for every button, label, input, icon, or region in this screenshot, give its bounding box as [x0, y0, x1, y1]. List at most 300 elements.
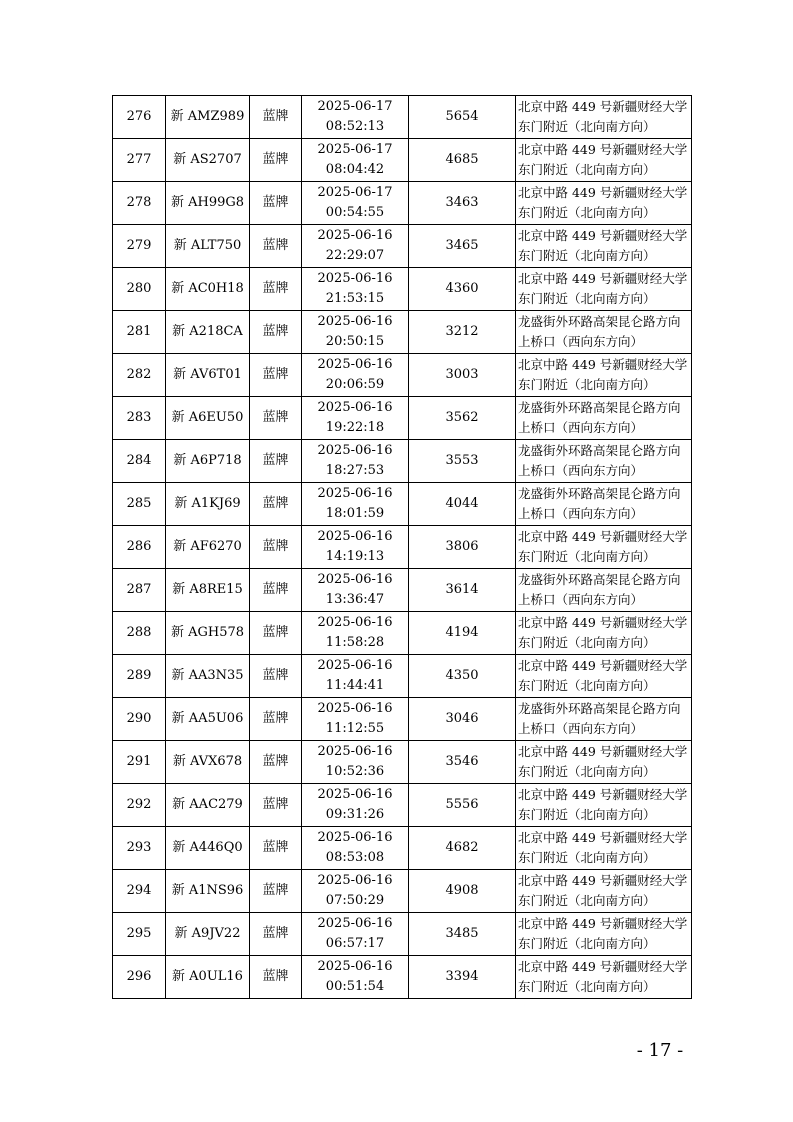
plate-number-cell — [166, 483, 250, 526]
plate-number-cell — [166, 440, 250, 483]
code-cell — [409, 225, 516, 268]
datetime-cell-line: 18:27:53 — [325, 463, 385, 478]
location-cell-line: 东门附近（北向南方向） — [518, 979, 656, 994]
plate-color-cell — [250, 96, 302, 139]
plate-number-cell — [166, 956, 250, 999]
plate-color-cell-line: 蓝牌 — [262, 625, 289, 640]
code-cell — [409, 96, 516, 139]
row-number-cell — [113, 827, 166, 870]
plate-number-cell-line: 新 AH99G8 — [170, 195, 245, 210]
code-cell-line: 5654 — [445, 109, 479, 124]
plate-color-cell-line: 蓝牌 — [262, 367, 289, 382]
datetime-cell-line: 11:44:41 — [325, 678, 385, 693]
datetime-cell-line: 13:36:47 — [325, 592, 385, 607]
row-number-cell-line: 284 — [126, 453, 152, 468]
plate-color-cell — [250, 311, 302, 354]
row-number-cell-line: 280 — [126, 281, 152, 296]
location-cell-line: 北京中路 449 号新疆财经大学 — [518, 228, 688, 243]
location-cell-line: 上桥口（西向东方向） — [518, 334, 644, 349]
code-cell — [409, 698, 516, 741]
plate-color-cell — [250, 612, 302, 655]
plate-color-cell — [250, 182, 302, 225]
location-cell-line: 北京中路 449 号新疆财经大学 — [518, 357, 688, 372]
datetime-cell — [302, 913, 409, 956]
datetime-cell — [302, 612, 409, 655]
datetime-cell-line: 07:50:29 — [325, 893, 385, 908]
code-cell — [409, 827, 516, 870]
location-cell-line: 东门附近（北向南方向） — [518, 162, 656, 177]
code-cell — [409, 182, 516, 225]
datetime-cell-line: 2025-06-17 — [317, 185, 393, 200]
plate-number-cell-line: 新 A6P718 — [173, 453, 242, 468]
location-cell-line: 北京中路 449 号新疆财经大学 — [518, 529, 688, 544]
code-cell-line: 4350 — [445, 668, 479, 683]
code-cell-line: 3562 — [445, 410, 479, 425]
plate-number-cell — [166, 612, 250, 655]
row-number-cell — [113, 698, 166, 741]
location-cell-line: 北京中路 449 号新疆财经大学 — [518, 873, 688, 888]
location-cell — [516, 655, 692, 698]
code-cell-line: 4194 — [445, 625, 479, 640]
location-cell-line: 东门附近（北向南方向） — [518, 850, 656, 865]
datetime-cell-line: 19:22:18 — [325, 420, 385, 435]
datetime-cell-line: 2025-06-16 — [317, 357, 393, 372]
location-cell-line: 东门附近（北向南方向） — [518, 291, 656, 306]
code-cell-line: 3553 — [445, 453, 479, 468]
row-number-cell-line: 288 — [126, 625, 152, 640]
datetime-cell-line: 14:19:13 — [325, 549, 385, 564]
code-cell-line: 3003 — [445, 367, 479, 382]
location-cell-line: 北京中路 449 号新疆财经大学 — [518, 830, 688, 845]
plate-number-cell — [166, 698, 250, 741]
location-cell — [516, 784, 692, 827]
datetime-cell-line: 2025-06-16 — [317, 615, 393, 630]
plate-number-cell — [166, 354, 250, 397]
location-cell-line: 北京中路 449 号新疆财经大学 — [518, 916, 688, 931]
datetime-cell-line: 08:04:42 — [325, 162, 385, 177]
plate-number-cell — [166, 526, 250, 569]
datetime-cell — [302, 483, 409, 526]
plate-color-cell — [250, 526, 302, 569]
row-number-cell-line: 290 — [126, 711, 152, 726]
row-number-cell-line: 285 — [126, 496, 152, 511]
plate-color-cell-line: 蓝牌 — [262, 711, 289, 726]
datetime-cell-line: 20:50:15 — [325, 334, 385, 349]
datetime-cell-line: 09:31:26 — [325, 807, 385, 822]
location-cell-line: 东门附近（北向南方向） — [518, 764, 656, 779]
table-row — [113, 569, 692, 612]
datetime-cell-line: 2025-06-16 — [317, 658, 393, 673]
code-cell-line: 3614 — [445, 582, 479, 597]
row-number-cell — [113, 870, 166, 913]
code-cell — [409, 268, 516, 311]
row-number-cell-line: 277 — [126, 152, 152, 167]
row-number-cell-line: 293 — [126, 840, 152, 855]
location-cell — [516, 956, 692, 999]
location-cell — [516, 827, 692, 870]
code-cell-line: 3463 — [445, 195, 479, 210]
plate-number-cell-line: 新 A446Q0 — [172, 840, 243, 855]
table-row — [113, 139, 692, 182]
row-number-cell-line: 289 — [126, 668, 152, 683]
row-number-cell — [113, 96, 166, 139]
table-row — [113, 612, 692, 655]
location-cell-line: 龙盛街外环路高架昆仑路方向 — [518, 443, 681, 458]
table-row — [113, 225, 692, 268]
plate-color-cell — [250, 569, 302, 612]
location-cell-line: 北京中路 449 号新疆财经大学 — [518, 615, 688, 630]
plate-color-cell-line: 蓝牌 — [262, 668, 289, 683]
code-cell-line: 3394 — [445, 969, 479, 984]
plate-color-cell — [250, 913, 302, 956]
row-number-cell-line: 276 — [126, 109, 152, 124]
row-number-cell-line: 296 — [126, 969, 152, 984]
code-cell-line: 3212 — [445, 324, 479, 339]
plate-color-cell — [250, 655, 302, 698]
location-cell-line: 北京中路 449 号新疆财经大学 — [518, 744, 688, 759]
row-number-cell — [113, 268, 166, 311]
row-number-cell — [113, 483, 166, 526]
plate-number-cell — [166, 827, 250, 870]
datetime-cell-line: 2025-06-16 — [317, 787, 393, 802]
datetime-cell-line: 2025-06-16 — [317, 701, 393, 716]
datetime-cell — [302, 827, 409, 870]
plate-color-cell-line: 蓝牌 — [262, 453, 289, 468]
table-row — [113, 440, 692, 483]
location-cell — [516, 139, 692, 182]
code-cell — [409, 311, 516, 354]
plate-color-cell — [250, 483, 302, 526]
datetime-cell-line: 2025-06-16 — [317, 529, 393, 544]
row-number-cell — [113, 612, 166, 655]
row-number-cell-line: 281 — [126, 324, 152, 339]
plate-number-cell-line: 新 AF6270 — [173, 539, 242, 554]
table-row — [113, 526, 692, 569]
plate-number-cell-line: 新 A0UL16 — [172, 969, 243, 984]
location-cell-line: 北京中路 449 号新疆财经大学 — [518, 142, 688, 157]
plate-color-cell — [250, 784, 302, 827]
row-number-cell-line: 283 — [126, 410, 152, 425]
plate-color-cell-line: 蓝牌 — [262, 410, 289, 425]
location-cell — [516, 569, 692, 612]
location-cell-line: 东门附近（北向南方向） — [518, 549, 656, 564]
code-cell — [409, 483, 516, 526]
row-number-cell — [113, 741, 166, 784]
location-cell-line: 北京中路 449 号新疆财经大学 — [518, 271, 688, 286]
code-cell — [409, 569, 516, 612]
code-cell-line: 3485 — [445, 926, 479, 941]
table-row — [113, 827, 692, 870]
code-cell-line: 3806 — [445, 539, 479, 554]
plate-number-cell — [166, 870, 250, 913]
plate-color-cell — [250, 397, 302, 440]
location-cell — [516, 354, 692, 397]
table-row — [113, 698, 692, 741]
datetime-cell-line: 08:53:08 — [325, 850, 385, 865]
location-cell-line: 东门附近（北向南方向） — [518, 119, 656, 134]
plate-color-cell — [250, 268, 302, 311]
table-body — [113, 96, 692, 999]
row-number-cell — [113, 225, 166, 268]
plate-number-cell-line: 新 A9JV22 — [174, 926, 241, 941]
table-row — [113, 956, 692, 999]
table-row — [113, 96, 692, 139]
code-cell — [409, 784, 516, 827]
table-row — [113, 182, 692, 225]
datetime-cell-line: 2025-06-16 — [317, 959, 393, 974]
location-cell — [516, 741, 692, 784]
records-table-container — [112, 95, 691, 999]
location-cell — [516, 913, 692, 956]
table-row — [113, 741, 692, 784]
datetime-cell — [302, 698, 409, 741]
row-number-cell — [113, 397, 166, 440]
plate-color-cell-line: 蓝牌 — [262, 754, 289, 769]
table-row — [113, 397, 692, 440]
plate-number-cell — [166, 268, 250, 311]
code-cell-line: 4685 — [445, 152, 479, 167]
location-cell — [516, 397, 692, 440]
plate-color-cell-line: 蓝牌 — [262, 969, 289, 984]
code-cell — [409, 655, 516, 698]
code-cell-line: 3546 — [445, 754, 479, 769]
plate-number-cell-line: 新 AA5U06 — [171, 711, 244, 726]
plate-color-cell — [250, 827, 302, 870]
datetime-cell-line: 11:12:55 — [325, 721, 385, 736]
location-cell-line: 东门附近（北向南方向） — [518, 936, 656, 951]
plate-color-cell-line: 蓝牌 — [262, 152, 289, 167]
location-cell-line: 龙盛街外环路高架昆仑路方向 — [518, 572, 681, 587]
code-cell — [409, 956, 516, 999]
location-cell-line: 东门附近（北向南方向） — [518, 248, 656, 263]
plate-number-cell-line: 新 ALT750 — [173, 238, 242, 253]
row-number-cell — [113, 440, 166, 483]
datetime-cell-line: 2025-06-16 — [317, 572, 393, 587]
datetime-cell-line: 21:53:15 — [325, 291, 385, 306]
plate-number-cell — [166, 397, 250, 440]
location-cell — [516, 311, 692, 354]
code-cell — [409, 354, 516, 397]
plate-number-cell-line: 新 A8RE15 — [172, 582, 243, 597]
location-cell-line: 北京中路 449 号新疆财经大学 — [518, 658, 688, 673]
location-cell-line: 东门附近（北向南方向） — [518, 635, 656, 650]
location-cell-line: 北京中路 449 号新疆财经大学 — [518, 99, 688, 114]
datetime-cell — [302, 655, 409, 698]
row-number-cell — [113, 956, 166, 999]
code-cell — [409, 526, 516, 569]
datetime-cell-line: 06:57:17 — [325, 936, 385, 951]
table-row — [113, 268, 692, 311]
datetime-cell-line: 2025-06-16 — [317, 744, 393, 759]
plate-number-cell — [166, 225, 250, 268]
datetime-cell-line: 2025-06-16 — [317, 916, 393, 931]
code-cell — [409, 913, 516, 956]
datetime-cell-line: 18:01:59 — [325, 506, 385, 521]
row-number-cell-line: 295 — [126, 926, 152, 941]
location-cell — [516, 612, 692, 655]
plate-number-cell-line: 新 AA3N35 — [171, 668, 244, 683]
code-cell — [409, 139, 516, 182]
row-number-cell — [113, 569, 166, 612]
plate-number-cell — [166, 182, 250, 225]
row-number-cell — [113, 526, 166, 569]
table-row — [113, 870, 692, 913]
plate-number-cell — [166, 913, 250, 956]
location-cell-line: 北京中路 449 号新疆财经大学 — [518, 787, 688, 802]
location-cell — [516, 182, 692, 225]
records-table — [112, 95, 692, 999]
code-cell-line: 4360 — [445, 281, 479, 296]
code-cell — [409, 741, 516, 784]
plate-color-cell — [250, 139, 302, 182]
datetime-cell-line: 20:06:59 — [325, 377, 385, 392]
location-cell-line: 上桥口（西向东方向） — [518, 420, 644, 435]
datetime-cell — [302, 225, 409, 268]
row-number-cell — [113, 913, 166, 956]
row-number-cell — [113, 655, 166, 698]
location-cell-line: 上桥口（西向东方向） — [518, 506, 644, 521]
location-cell-line: 东门附近（北向南方向） — [518, 678, 656, 693]
datetime-cell — [302, 784, 409, 827]
code-cell-line: 4044 — [445, 496, 479, 511]
location-cell-line: 龙盛街外环路高架昆仑路方向 — [518, 400, 681, 415]
datetime-cell-line: 10:52:36 — [325, 764, 385, 779]
code-cell-line: 3046 — [445, 711, 479, 726]
table-row — [113, 483, 692, 526]
row-number-cell-line: 282 — [126, 367, 152, 382]
location-cell — [516, 440, 692, 483]
datetime-cell — [302, 182, 409, 225]
datetime-cell-line: 2025-06-16 — [317, 830, 393, 845]
table-row — [113, 784, 692, 827]
datetime-cell-line: 2025-06-16 — [317, 873, 393, 888]
plate-number-cell — [166, 655, 250, 698]
plate-color-cell-line: 蓝牌 — [262, 582, 289, 597]
plate-color-cell-line: 蓝牌 — [262, 324, 289, 339]
location-cell — [516, 526, 692, 569]
location-cell — [516, 698, 692, 741]
table-row — [113, 354, 692, 397]
location-cell-line: 上桥口（西向东方向） — [518, 592, 644, 607]
datetime-cell-line: 2025-06-16 — [317, 486, 393, 501]
location-cell-line: 北京中路 449 号新疆财经大学 — [518, 959, 688, 974]
location-cell-line: 东门附近（北向南方向） — [518, 807, 656, 822]
datetime-cell-line: 08:52:13 — [325, 119, 385, 134]
datetime-cell-line: 2025-06-16 — [317, 400, 393, 415]
plate-number-cell-line: 新 AV6T01 — [173, 367, 242, 382]
datetime-cell-line: 00:51:54 — [325, 979, 385, 994]
plate-color-cell-line: 蓝牌 — [262, 539, 289, 554]
plate-color-cell-line: 蓝牌 — [262, 883, 289, 898]
datetime-cell — [302, 741, 409, 784]
row-number-cell-line: 278 — [126, 195, 152, 210]
datetime-cell-line: 2025-06-16 — [317, 271, 393, 286]
row-number-cell-line: 291 — [126, 754, 152, 769]
row-number-cell — [113, 354, 166, 397]
plate-color-cell — [250, 698, 302, 741]
datetime-cell — [302, 354, 409, 397]
location-cell — [516, 268, 692, 311]
datetime-cell-line: 00:54:55 — [325, 205, 385, 220]
datetime-cell-line: 2025-06-16 — [317, 228, 393, 243]
plate-color-cell — [250, 354, 302, 397]
datetime-cell-line: 22:29:07 — [325, 248, 385, 263]
plate-color-cell-line: 蓝牌 — [262, 840, 289, 855]
plate-number-cell-line: 新 A1NS96 — [171, 883, 244, 898]
plate-number-cell-line: 新 A1KJ69 — [174, 496, 241, 511]
plate-number-cell — [166, 139, 250, 182]
plate-color-cell-line: 蓝牌 — [262, 797, 289, 812]
datetime-cell — [302, 268, 409, 311]
datetime-cell — [302, 96, 409, 139]
plate-color-cell — [250, 440, 302, 483]
row-number-cell — [113, 311, 166, 354]
plate-number-cell — [166, 569, 250, 612]
location-cell — [516, 483, 692, 526]
plate-color-cell-line: 蓝牌 — [262, 926, 289, 941]
datetime-cell — [302, 139, 409, 182]
datetime-cell — [302, 569, 409, 612]
row-number-cell — [113, 784, 166, 827]
datetime-cell-line: 2025-06-17 — [317, 99, 393, 114]
row-number-cell-line: 294 — [126, 883, 152, 898]
row-number-cell-line: 292 — [126, 797, 152, 812]
plate-number-cell — [166, 96, 250, 139]
datetime-cell — [302, 311, 409, 354]
code-cell-line: 4908 — [445, 883, 479, 898]
page-number: - 17 - — [636, 1040, 684, 1061]
location-cell-line: 上桥口（西向东方向） — [518, 463, 644, 478]
location-cell-line: 北京中路 449 号新疆财经大学 — [518, 185, 688, 200]
row-number-cell-line: 287 — [126, 582, 152, 597]
plate-number-cell-line: 新 A218CA — [172, 324, 243, 339]
plate-number-cell-line: 新 AVX678 — [172, 754, 243, 769]
row-number-cell-line: 286 — [126, 539, 152, 554]
plate-color-cell — [250, 741, 302, 784]
plate-number-cell-line: 新 AGH578 — [170, 625, 245, 640]
plate-color-cell-line: 蓝牌 — [262, 238, 289, 253]
location-cell-line: 龙盛街外环路高架昆仑路方向 — [518, 701, 681, 716]
code-cell — [409, 397, 516, 440]
location-cell-line: 龙盛街外环路高架昆仑路方向 — [518, 486, 681, 501]
datetime-cell — [302, 526, 409, 569]
datetime-cell-line: 2025-06-16 — [317, 314, 393, 329]
location-cell — [516, 225, 692, 268]
plate-number-cell — [166, 311, 250, 354]
code-cell-line: 4682 — [445, 840, 479, 855]
code-cell-line: 5556 — [445, 797, 479, 812]
row-number-cell-line: 279 — [126, 238, 152, 253]
datetime-cell-line: 2025-06-17 — [317, 142, 393, 157]
code-cell — [409, 612, 516, 655]
location-cell-line: 龙盛街外环路高架昆仑路方向 — [518, 314, 681, 329]
plate-number-cell-line: 新 AMZ989 — [170, 109, 245, 124]
plate-number-cell — [166, 741, 250, 784]
plate-number-cell-line: 新 AS2707 — [173, 152, 242, 167]
row-number-cell — [113, 182, 166, 225]
plate-color-cell-line: 蓝牌 — [262, 281, 289, 296]
datetime-cell-line: 11:58:28 — [325, 635, 385, 650]
datetime-cell — [302, 440, 409, 483]
plate-number-cell-line: 新 AC0H18 — [171, 281, 244, 296]
datetime-cell-line: 2025-06-16 — [317, 443, 393, 458]
plate-color-cell — [250, 225, 302, 268]
table-row — [113, 655, 692, 698]
code-cell-line: 3465 — [445, 238, 479, 253]
code-cell — [409, 440, 516, 483]
location-cell — [516, 96, 692, 139]
plate-color-cell-line: 蓝牌 — [262, 195, 289, 210]
